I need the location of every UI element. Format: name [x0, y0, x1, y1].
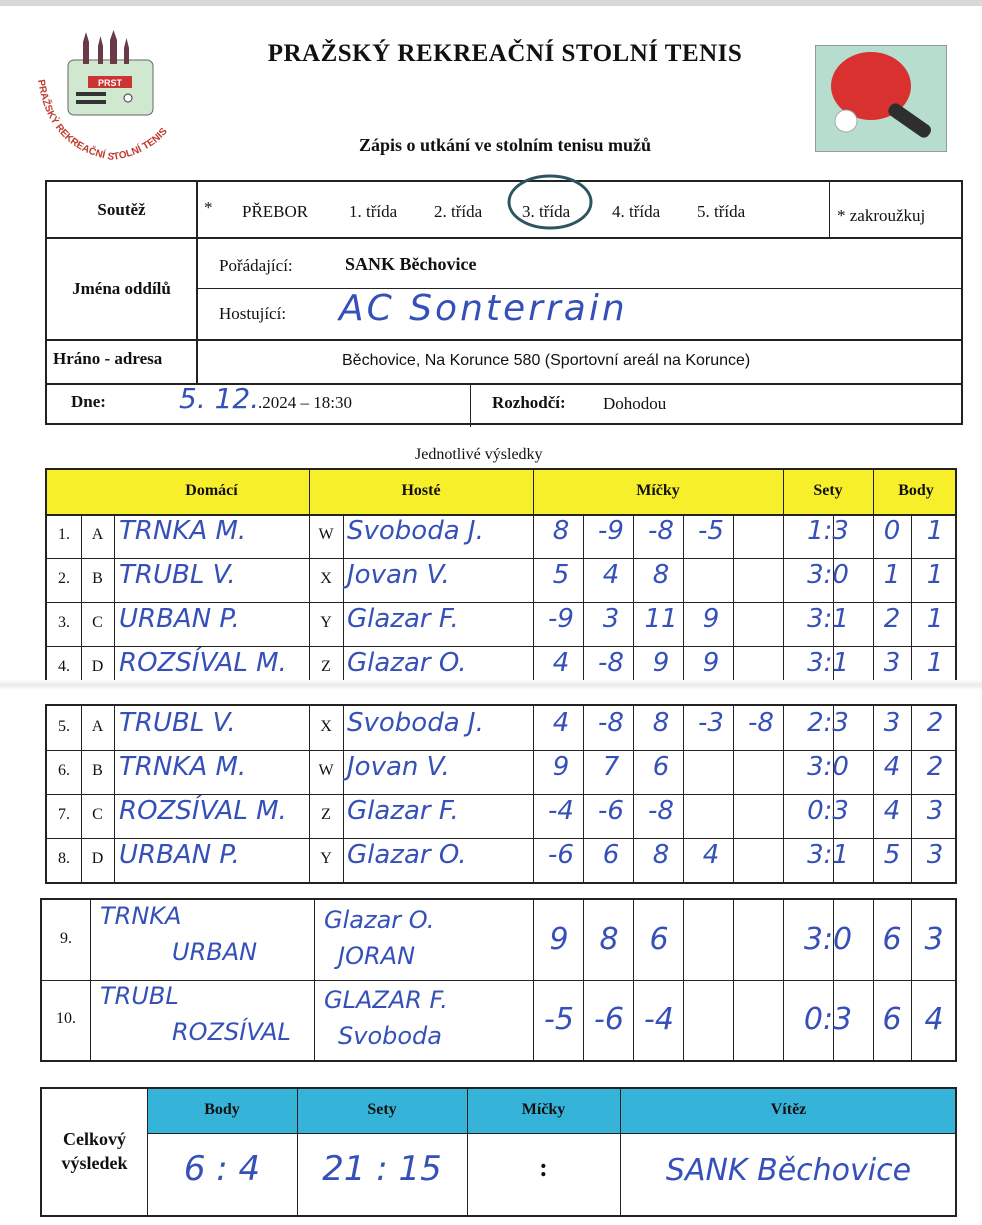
ball-set-4: 4	[702, 840, 720, 870]
row-line	[42, 980, 955, 981]
row-line	[47, 602, 955, 603]
match-number: 2.	[58, 570, 70, 587]
poradajici-label: Pořádající:	[219, 256, 293, 275]
points-guest: 1	[926, 516, 944, 546]
total-header-vitez: Vítěz	[770, 1101, 807, 1118]
ball-set-4: -3	[698, 708, 724, 738]
page-title: PRAŽSKÝ REKREAČNÍ STOLNÍ TENIS	[267, 40, 743, 67]
home-player: TRNKA M.	[119, 752, 247, 782]
col-line	[533, 514, 534, 686]
home-player: ROZSÍVAL M.	[119, 648, 287, 678]
points-guest: 1	[926, 560, 944, 590]
header-col-line	[873, 470, 874, 514]
col-line	[683, 514, 684, 686]
total-body-value: 6 : 4	[183, 1149, 261, 1189]
col-line	[114, 514, 115, 686]
rozhodci-value: Dohodou	[603, 394, 667, 413]
match-info-box	[45, 180, 963, 425]
ball-set-1: 5	[552, 560, 570, 590]
points-guest: 3	[924, 922, 944, 957]
class-2: 2. třída	[434, 202, 483, 221]
total-header-micky: Míčky	[521, 1101, 566, 1118]
date-handwritten: 5. 12.	[179, 382, 260, 415]
home-letter: C	[92, 806, 103, 823]
points-home: 4	[883, 796, 901, 826]
sets-score: 3:1	[807, 648, 849, 678]
ball-set-2: -6	[594, 1002, 624, 1037]
row-line	[47, 558, 955, 559]
ball-set-4: -5	[698, 516, 724, 546]
points-guest: 3	[926, 840, 944, 870]
match-number: 10.	[56, 1010, 76, 1027]
guest-player: Jovan V.	[347, 560, 450, 590]
match-number: 1.	[58, 526, 70, 543]
points-home: 4	[883, 752, 901, 782]
ball-set-2: 4	[602, 560, 620, 590]
match-number: 3.	[58, 614, 70, 631]
home-letter: D	[91, 850, 104, 867]
guest-player-1: GLAZAR F.	[324, 986, 448, 1014]
header-col-line	[533, 470, 534, 514]
class-1: 1. třída	[349, 202, 398, 221]
guest-player: Glazar F.	[347, 604, 459, 634]
points-guest: 2	[926, 752, 944, 782]
points-home: 3	[883, 648, 901, 678]
home-letter: B	[92, 570, 103, 587]
circle-note: * zakroužkuj	[837, 206, 926, 225]
singles-table-2	[45, 704, 957, 884]
ball-set-1: -5	[544, 1002, 574, 1037]
total-balls-value: :	[539, 1153, 548, 1182]
ball-set-3: 6	[652, 752, 670, 782]
sets-score: 0:3	[803, 1002, 853, 1037]
match-number: 8.	[58, 850, 70, 867]
guest-player: Glazar O.	[347, 840, 467, 870]
home-player: TRNKA M.	[119, 516, 247, 546]
ball-set-1: 8	[552, 516, 570, 546]
guest-letter: Z	[321, 806, 331, 823]
doubles-table	[40, 898, 957, 1062]
guest-player: Glazar O.	[347, 648, 467, 678]
guest-player: Svoboda J.	[347, 516, 484, 546]
home-player-1: TRNKA	[100, 902, 182, 930]
star-mark: *	[204, 198, 213, 217]
points-guest: 1	[926, 648, 944, 678]
sets-score: 1:3	[807, 516, 849, 546]
scan-top-edge	[0, 0, 982, 6]
ping-pong-paddle-image	[815, 45, 947, 152]
rozhodci-label: Rozhodčí:	[492, 393, 566, 412]
guest-letter: X	[320, 570, 332, 587]
dne-label: Dne:	[71, 392, 106, 411]
ball-set-1: 4	[552, 648, 570, 678]
hrano-label: Hráno - adresa	[53, 349, 163, 368]
match-number: 7.	[58, 806, 70, 823]
guest-player: Jovan V.	[347, 752, 450, 782]
col-line	[633, 514, 634, 686]
ball-set-1: 9	[552, 752, 570, 782]
ball-set-2: -8	[598, 708, 624, 738]
guest-letter: Z	[321, 658, 331, 675]
total-label-2: výsledek	[61, 1153, 128, 1173]
ball-set-3: 8	[652, 708, 670, 738]
home-letter: B	[92, 762, 103, 779]
row-line	[47, 794, 955, 795]
home-letter: C	[92, 614, 103, 631]
ball-set-1: -4	[548, 796, 574, 826]
poradajici-value: SANK Běchovice	[345, 254, 477, 274]
col-line	[733, 514, 734, 686]
home-player: ROZSÍVAL M.	[119, 796, 287, 826]
points-home: 2	[883, 604, 901, 634]
sets-score: 3:1	[807, 604, 849, 634]
home-player: TRUBL V.	[119, 708, 236, 738]
points-guest: 4	[924, 1002, 944, 1037]
header-points: Body	[898, 482, 934, 499]
col-line	[583, 514, 584, 686]
header-col-line	[783, 470, 784, 514]
home-player: URBAN P.	[119, 604, 240, 634]
ball-set-3: 9	[652, 648, 670, 678]
ball-set-3: 11	[644, 604, 678, 634]
sets-score: 3:0	[803, 922, 853, 957]
header-col-line	[309, 470, 310, 514]
home-letter: A	[91, 526, 104, 543]
hrano-value: Běchovice, Na Korunce 580 (Sportovní areál na Korunce)	[342, 352, 751, 369]
ball-set-2: 6	[602, 840, 620, 870]
hostujici-value: AC Sonterrain	[339, 288, 628, 329]
ball-set-4: 9	[702, 604, 720, 634]
ball-set-3: 8	[652, 840, 670, 870]
winner-value: SANK Běchovice	[665, 1153, 912, 1188]
home-player-2: URBAN	[172, 938, 258, 966]
match-number: 5.	[58, 718, 70, 735]
scan-fold-line	[0, 680, 982, 690]
ball-set-5: -8	[748, 708, 774, 738]
ball-set-1: -6	[548, 840, 574, 870]
svg-text:PRAŽSKÝ REKREAČNÍ STOLNÍ TENIS: PRAŽSKÝ REKREAČNÍ STOLNÍ TENIS	[35, 78, 170, 164]
points-guest: 1	[926, 604, 944, 634]
total-table	[40, 1087, 957, 1217]
ball-set-2: 3	[602, 604, 620, 634]
total-label-1: Celkový	[63, 1129, 126, 1149]
points-home: 6	[882, 1002, 902, 1037]
date-printed: .2024 – 18:30	[258, 393, 352, 412]
header-sets: Sety	[813, 482, 843, 499]
match-number: 9.	[60, 930, 72, 947]
guest-player: Glazar F.	[347, 796, 459, 826]
header-divider	[147, 1133, 955, 1134]
sets-score: 2:3	[807, 708, 849, 738]
ball-set-3: -4	[644, 1002, 674, 1037]
ball-set-1: 4	[552, 708, 570, 738]
guest-player-2: Svoboda	[338, 1022, 442, 1050]
ball-set-2: -8	[598, 648, 624, 678]
home-player-2: ROZSÍVAL	[172, 1018, 291, 1046]
guest-letter: W	[318, 526, 334, 543]
points-home: 5	[883, 840, 901, 870]
points-home: 3	[883, 708, 901, 738]
sets-score: 3:1	[807, 840, 849, 870]
svg-text:PRST: PRST	[97, 78, 123, 88]
points-guest: 3	[926, 796, 944, 826]
row-line	[47, 646, 955, 647]
header-balls: Míčky	[636, 482, 680, 499]
row-line	[47, 750, 955, 751]
sets-score: 0:3	[807, 796, 849, 826]
class-prebor: PŘEBOR	[242, 202, 309, 221]
sets-score: 3:0	[807, 752, 849, 782]
home-player: URBAN P.	[119, 840, 240, 870]
sets-score: 3:0	[807, 560, 849, 590]
points-guest: 2	[926, 708, 944, 738]
row-line	[47, 838, 955, 839]
ball-set-1: 9	[549, 922, 569, 957]
points-home: 1	[883, 560, 901, 590]
ball-set-3: -8	[648, 516, 674, 546]
ball-set-4: 9	[702, 648, 720, 678]
ball-set-2: 7	[602, 752, 620, 782]
hostujici-label: Hostující:	[219, 304, 287, 323]
prst-logo	[28, 30, 198, 170]
ball-set-2: 8	[599, 922, 619, 957]
guest-player-2: JORAN	[338, 942, 416, 970]
guest-letter: X	[320, 718, 332, 735]
points-home: 6	[882, 922, 902, 957]
total-header-sety: Sety	[367, 1101, 397, 1118]
header-home: Domácí	[185, 482, 238, 499]
guest-letter: W	[318, 762, 334, 779]
ball-set-1: -9	[548, 604, 574, 634]
results-caption: Jednotlivé výsledky	[415, 446, 543, 463]
total-sets-value: 21 : 15	[322, 1149, 442, 1189]
total-header-body: Body	[204, 1101, 240, 1118]
ball-set-3: 6	[649, 922, 669, 957]
class-4: 4. třída	[612, 202, 661, 221]
home-player-1: TRUBL	[100, 982, 179, 1010]
class-5: 5. třída	[697, 202, 746, 221]
guest-letter: Y	[320, 614, 332, 631]
guest-letter: Y	[320, 850, 332, 867]
home-letter: D	[91, 658, 104, 675]
match-number: 6.	[58, 762, 70, 779]
ball-set-3: -8	[648, 796, 674, 826]
points-home: 0	[883, 516, 901, 546]
singles-table-1	[45, 468, 957, 688]
ball-set-2: -9	[598, 516, 624, 546]
circle-mark	[504, 168, 596, 234]
ball-set-2: -6	[598, 796, 624, 826]
page-subtitle: Zápis o utkání ve stolním tenisu mužů	[358, 135, 652, 155]
guest-player: Svoboda J.	[347, 708, 484, 738]
header-guest: Hosté	[401, 482, 441, 499]
col-line	[343, 514, 344, 686]
match-number: 4.	[58, 658, 70, 675]
home-letter: A	[91, 718, 104, 735]
ball-set-3: 8	[652, 560, 670, 590]
guest-player-1: Glazar O.	[324, 906, 435, 934]
soutez-label: Soutěž	[97, 200, 146, 219]
jmena-label: Jména oddílů	[72, 279, 171, 298]
class-3: 3. třída	[522, 202, 571, 221]
home-player: TRUBL V.	[119, 560, 236, 590]
